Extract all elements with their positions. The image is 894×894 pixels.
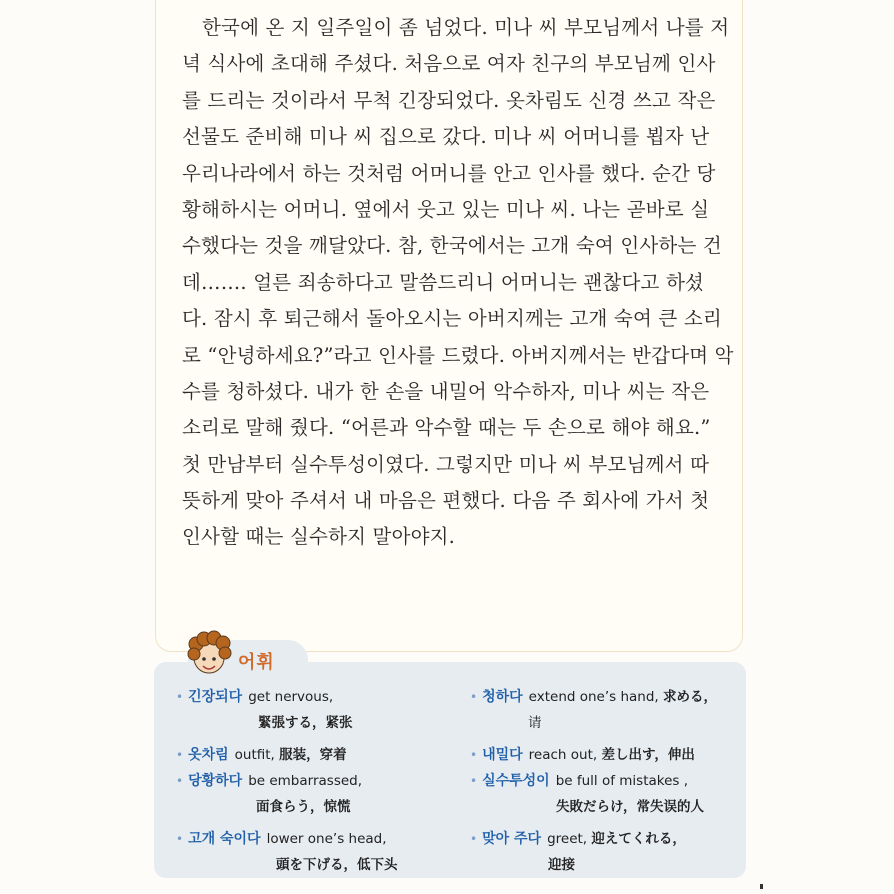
bullet-icon: •: [176, 832, 184, 846]
vocab-translation: 请: [528, 715, 542, 731]
passage-line: 인사할 때는 실수하지 말아야지.: [182, 525, 456, 549]
vocab-translation: 求める，: [663, 689, 718, 705]
vocab-title: 어휘: [238, 652, 275, 673]
vocab-translation: 面食らう，惊慌: [256, 799, 351, 815]
vocab-translation: 頭を下げる，低下头: [276, 857, 398, 873]
vocab-item: [470, 742, 695, 768]
vocab-translation: 緊張する，紧张: [258, 715, 353, 731]
vocab-english: be embarrassed,: [248, 773, 363, 789]
bullet-icon: •: [176, 690, 184, 704]
vocab-english: reach out,: [528, 747, 598, 763]
vocab-item: [176, 768, 362, 820]
vocab-term: 고개 숙이다: [188, 831, 261, 847]
vocab-term: 내밀다: [482, 747, 523, 763]
vocab-item: [176, 742, 347, 768]
passage-line: 한국에 온 지 일주일이 좀 넘었다. 미나 씨 부모님께서 나를 저: [202, 16, 730, 39]
bullet-icon: •: [470, 774, 478, 788]
passage-line: 로 “안녕하세요?”라고 인사를 드렸다. 아버지께서는 반갑다며 악: [182, 343, 734, 367]
vocab-item: [470, 768, 704, 820]
curly-hair-character-icon: [186, 630, 232, 680]
bullet-icon: •: [470, 690, 478, 704]
passage-line: 뜻하게 맞아 주셔서 내 마음은 편했다. 다음 주 회사에 가서 첫: [182, 489, 710, 513]
vocab-translation: 迎えてくれる，: [591, 831, 686, 847]
vocab-term: 맞아 주다: [482, 831, 542, 847]
vocab-term: 당황하다: [188, 773, 243, 789]
bullet-icon: •: [470, 748, 478, 762]
passage-line: 소리로 말해 줬다. “어른과 악수할 때는 두 손으로 해야 해요.”: [182, 416, 711, 440]
vocab-english: outfit,: [234, 747, 275, 763]
vocab-item: [176, 826, 398, 878]
passage-line: 황해하시는 어머니. 옆에서 웃고 있는 미나 씨. 나는 곧바로 실: [182, 197, 710, 221]
vocab-item: [470, 826, 686, 878]
vocab-item: [470, 684, 717, 736]
vocab-english: get nervous,: [248, 689, 334, 705]
vocab-english: lower one’s head,: [266, 831, 387, 847]
passage-line: 데……. 얼른 죄송하다고 말씀드리니 어머니는 괜찮다고 하셨: [182, 270, 705, 294]
vocab-english: be full of mistakes ,: [555, 773, 689, 789]
bullet-icon: •: [176, 774, 184, 788]
passage-line: 첫 만남부터 실수투성이였다. 그렇지만 미나 씨 부모님께서 따: [182, 452, 710, 476]
passage-line: 다. 잠시 후 퇴근해서 돌아오시는 아버지께는 고개 숙여 큰 소리: [182, 307, 722, 331]
passage-line: 수를 청하셨다. 내가 한 손을 내밀어 악수하자, 미나 씨는 작은: [182, 379, 710, 403]
vocab-term: 청하다: [482, 689, 523, 705]
vocab-translation: 服装，穿着: [279, 747, 347, 763]
vocab-term: 긴장되다: [188, 689, 243, 705]
bullet-icon: •: [470, 832, 478, 846]
vocab-term: 실수투성이: [482, 773, 550, 789]
passage-line: 수했다는 것을 깨달았다. 참, 한국에서는 고개 숙여 인사하는 건: [182, 234, 722, 258]
passage-line: 우리나라에서 하는 것처럼 어머니를 안고 인사를 했다. 순간 당: [182, 161, 716, 185]
vocab-translation: 迎接: [548, 857, 575, 873]
vocab-term: 옷차림: [188, 747, 229, 763]
vocab-translation: 失敗だらけ，常失误的人: [556, 799, 704, 815]
vocab-english: greet,: [547, 831, 588, 847]
vocab-english: extend one’s hand,: [528, 689, 659, 705]
vocab-item: [176, 684, 353, 736]
bullet-icon: •: [176, 748, 184, 762]
page-mark: [760, 884, 763, 889]
passage-line: 녁 식사에 초대해 주셨다. 처음으로 여자 친구의 부모님께 인사: [182, 52, 716, 76]
vocab-translation: 差し出す，伸出: [601, 747, 695, 763]
passage-line: 를 드리는 것이라서 무척 긴장되었다. 옷차림도 신경 쓰고 작은: [182, 88, 716, 112]
passage: [182, 10, 734, 556]
passage-line: 선물도 준비해 미나 씨 집으로 갔다. 미나 씨 어머니를 뵙자 난: [182, 125, 710, 149]
